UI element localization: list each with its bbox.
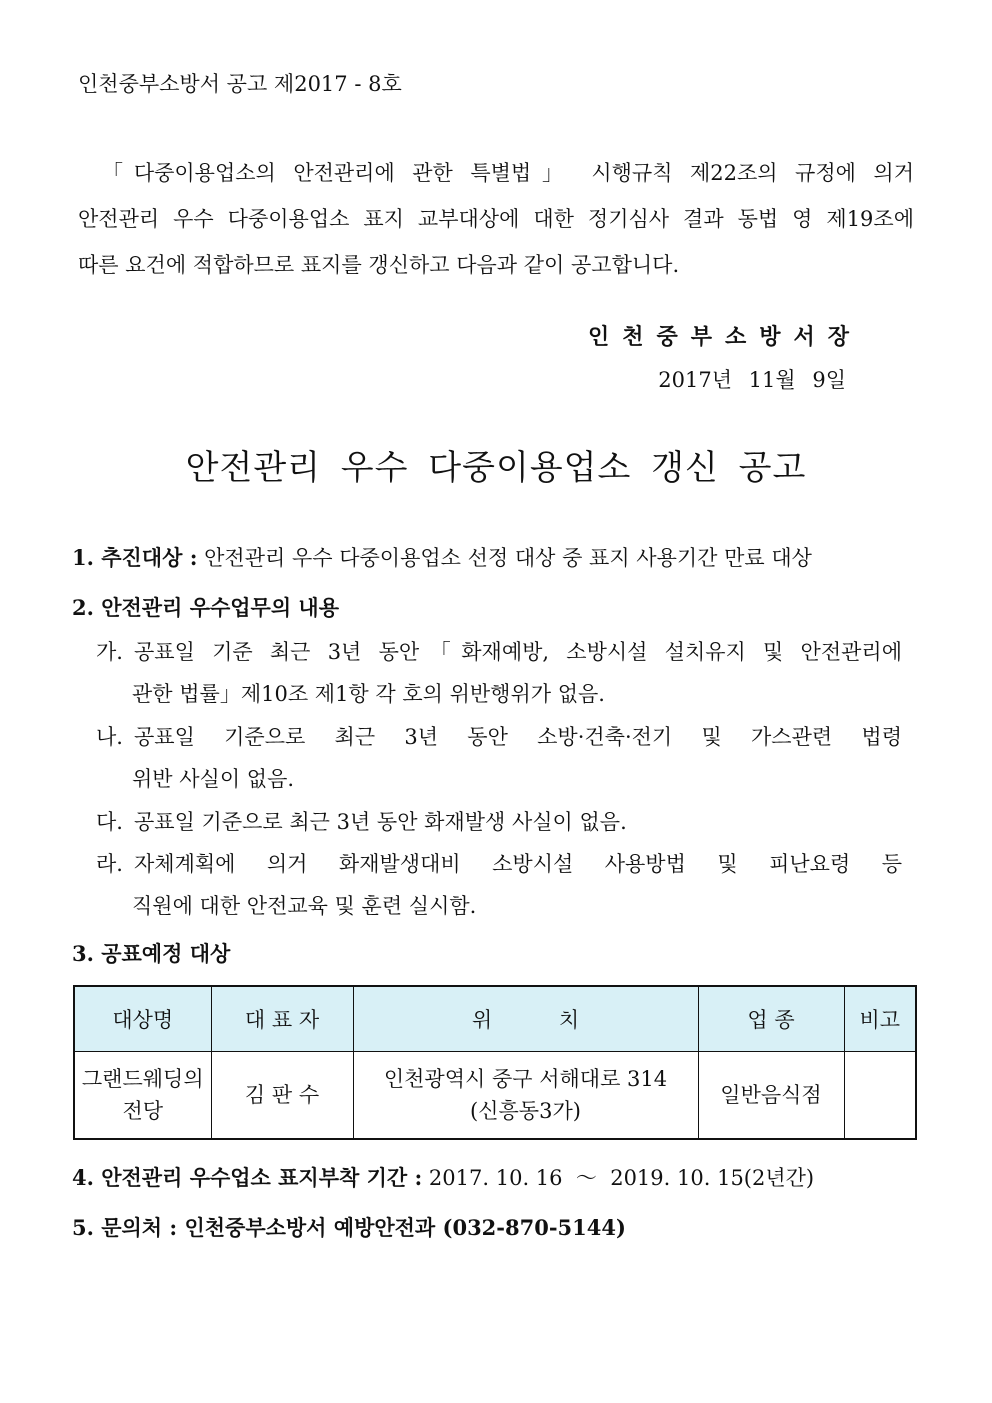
intro-line-2: 안전관리 우수 다중이용업소 표지 교부대상에 대한 정기심사 결과 동법 영 제19조에 xyxy=(78,207,914,231)
section-2-item-ga-cont: 관한 법률」제10조 제1항 각 호의 위반행위가 없음. xyxy=(132,682,605,706)
notice-date: 2017년 11월 9일 xyxy=(658,368,846,392)
column-header-location: 위 치 xyxy=(353,986,698,1052)
section-4-heading: 4. 안전관리 우수업소 표지부착 기간 : xyxy=(72,1165,423,1190)
table-header-row xyxy=(74,986,916,1052)
section-4 xyxy=(72,1162,814,1192)
cell-location xyxy=(353,1052,698,1140)
table-row xyxy=(74,1052,916,1140)
section-2-item-ga xyxy=(96,636,902,666)
section-2-item-ra-cont: 직원에 대한 안전교육 및 훈련 실시함. xyxy=(132,894,477,918)
section-2-item-da xyxy=(96,806,902,836)
section-1-text: 안전관리 우수 다중이용업소 선정 대상 중 표지 사용기간 만료 대상 xyxy=(204,546,812,570)
name-line-2: 전당 xyxy=(122,1099,164,1123)
item-marker: 다. xyxy=(96,810,123,834)
item-line: 자체계획에 의거 화재발생대비 소방시설 사용방법 및 피난요령 등 xyxy=(134,852,902,876)
page-title: 안전관리 우수 다중이용업소 갱신 공고 xyxy=(185,448,807,488)
column-header-representative: 대 표 자 xyxy=(211,986,353,1052)
section-2-heading: 2. 안전관리 우수업무의 내용 xyxy=(72,595,340,620)
name-line-1: 그랜드웨딩의 xyxy=(81,1067,204,1091)
section-1-heading: 1. 추진대상 : xyxy=(72,545,198,570)
intro-line-1: 「다중이용업소의 안전관리에 관한 특별법」 시행규칙 제22조의 규정에 의거 xyxy=(102,161,914,185)
section-4-text: 2017. 10. 16 ～ 2019. 10. 15(2년간) xyxy=(428,1166,815,1190)
fire-chief-signature: 인천중부소방서장 xyxy=(587,324,862,350)
cell-name xyxy=(74,1052,211,1140)
column-header-business: 업 종 xyxy=(698,986,844,1052)
target-table xyxy=(73,985,917,1140)
column-header-name: 대상명 xyxy=(74,986,211,1052)
cell-business: 일반음식점 xyxy=(698,1052,844,1140)
location-line-2: (신흥동3가) xyxy=(470,1099,581,1123)
item-marker: 라. xyxy=(96,852,123,876)
section-2-item-na xyxy=(96,721,902,751)
item-line: 공표일 기준으로 최근 3년 동안 소방·건축·전기 및 가스관련 법령 xyxy=(134,725,902,749)
section-3-heading: 3. 공표예정 대상 xyxy=(72,941,231,966)
cell-representative: 김 판 수 xyxy=(211,1052,353,1140)
item-marker: 가. xyxy=(96,640,123,664)
item-line: 공표일 기준 최근 3년 동안「화재예방, 소방시설 설치유지 및 안전관리에 xyxy=(134,640,902,664)
intro-paragraph xyxy=(78,150,914,288)
notice-number: 인천중부소방서 공고 제2017 - 8호 xyxy=(78,72,402,96)
cell-note xyxy=(844,1052,916,1140)
location-line-1: 인천광역시 중구 서해대로 314 xyxy=(383,1067,668,1091)
item-line: 공표일 기준으로 최근 3년 동안 화재발생 사실이 없음. xyxy=(134,810,627,834)
section-1 xyxy=(72,542,898,572)
item-marker: 나. xyxy=(96,725,123,749)
column-header-note: 비고 xyxy=(844,986,916,1052)
section-2-item-na-cont: 위반 사실이 없음. xyxy=(132,767,295,791)
section-5-contact: 5. 문의처 : 인천중부소방서 예방안전과 (032-870-5144) xyxy=(72,1215,626,1240)
intro-line-3: 따른 요건에 적합하므로 표지를 갱신하고 다음과 같이 공고합니다. xyxy=(78,253,680,277)
section-2-item-ra xyxy=(96,848,902,878)
